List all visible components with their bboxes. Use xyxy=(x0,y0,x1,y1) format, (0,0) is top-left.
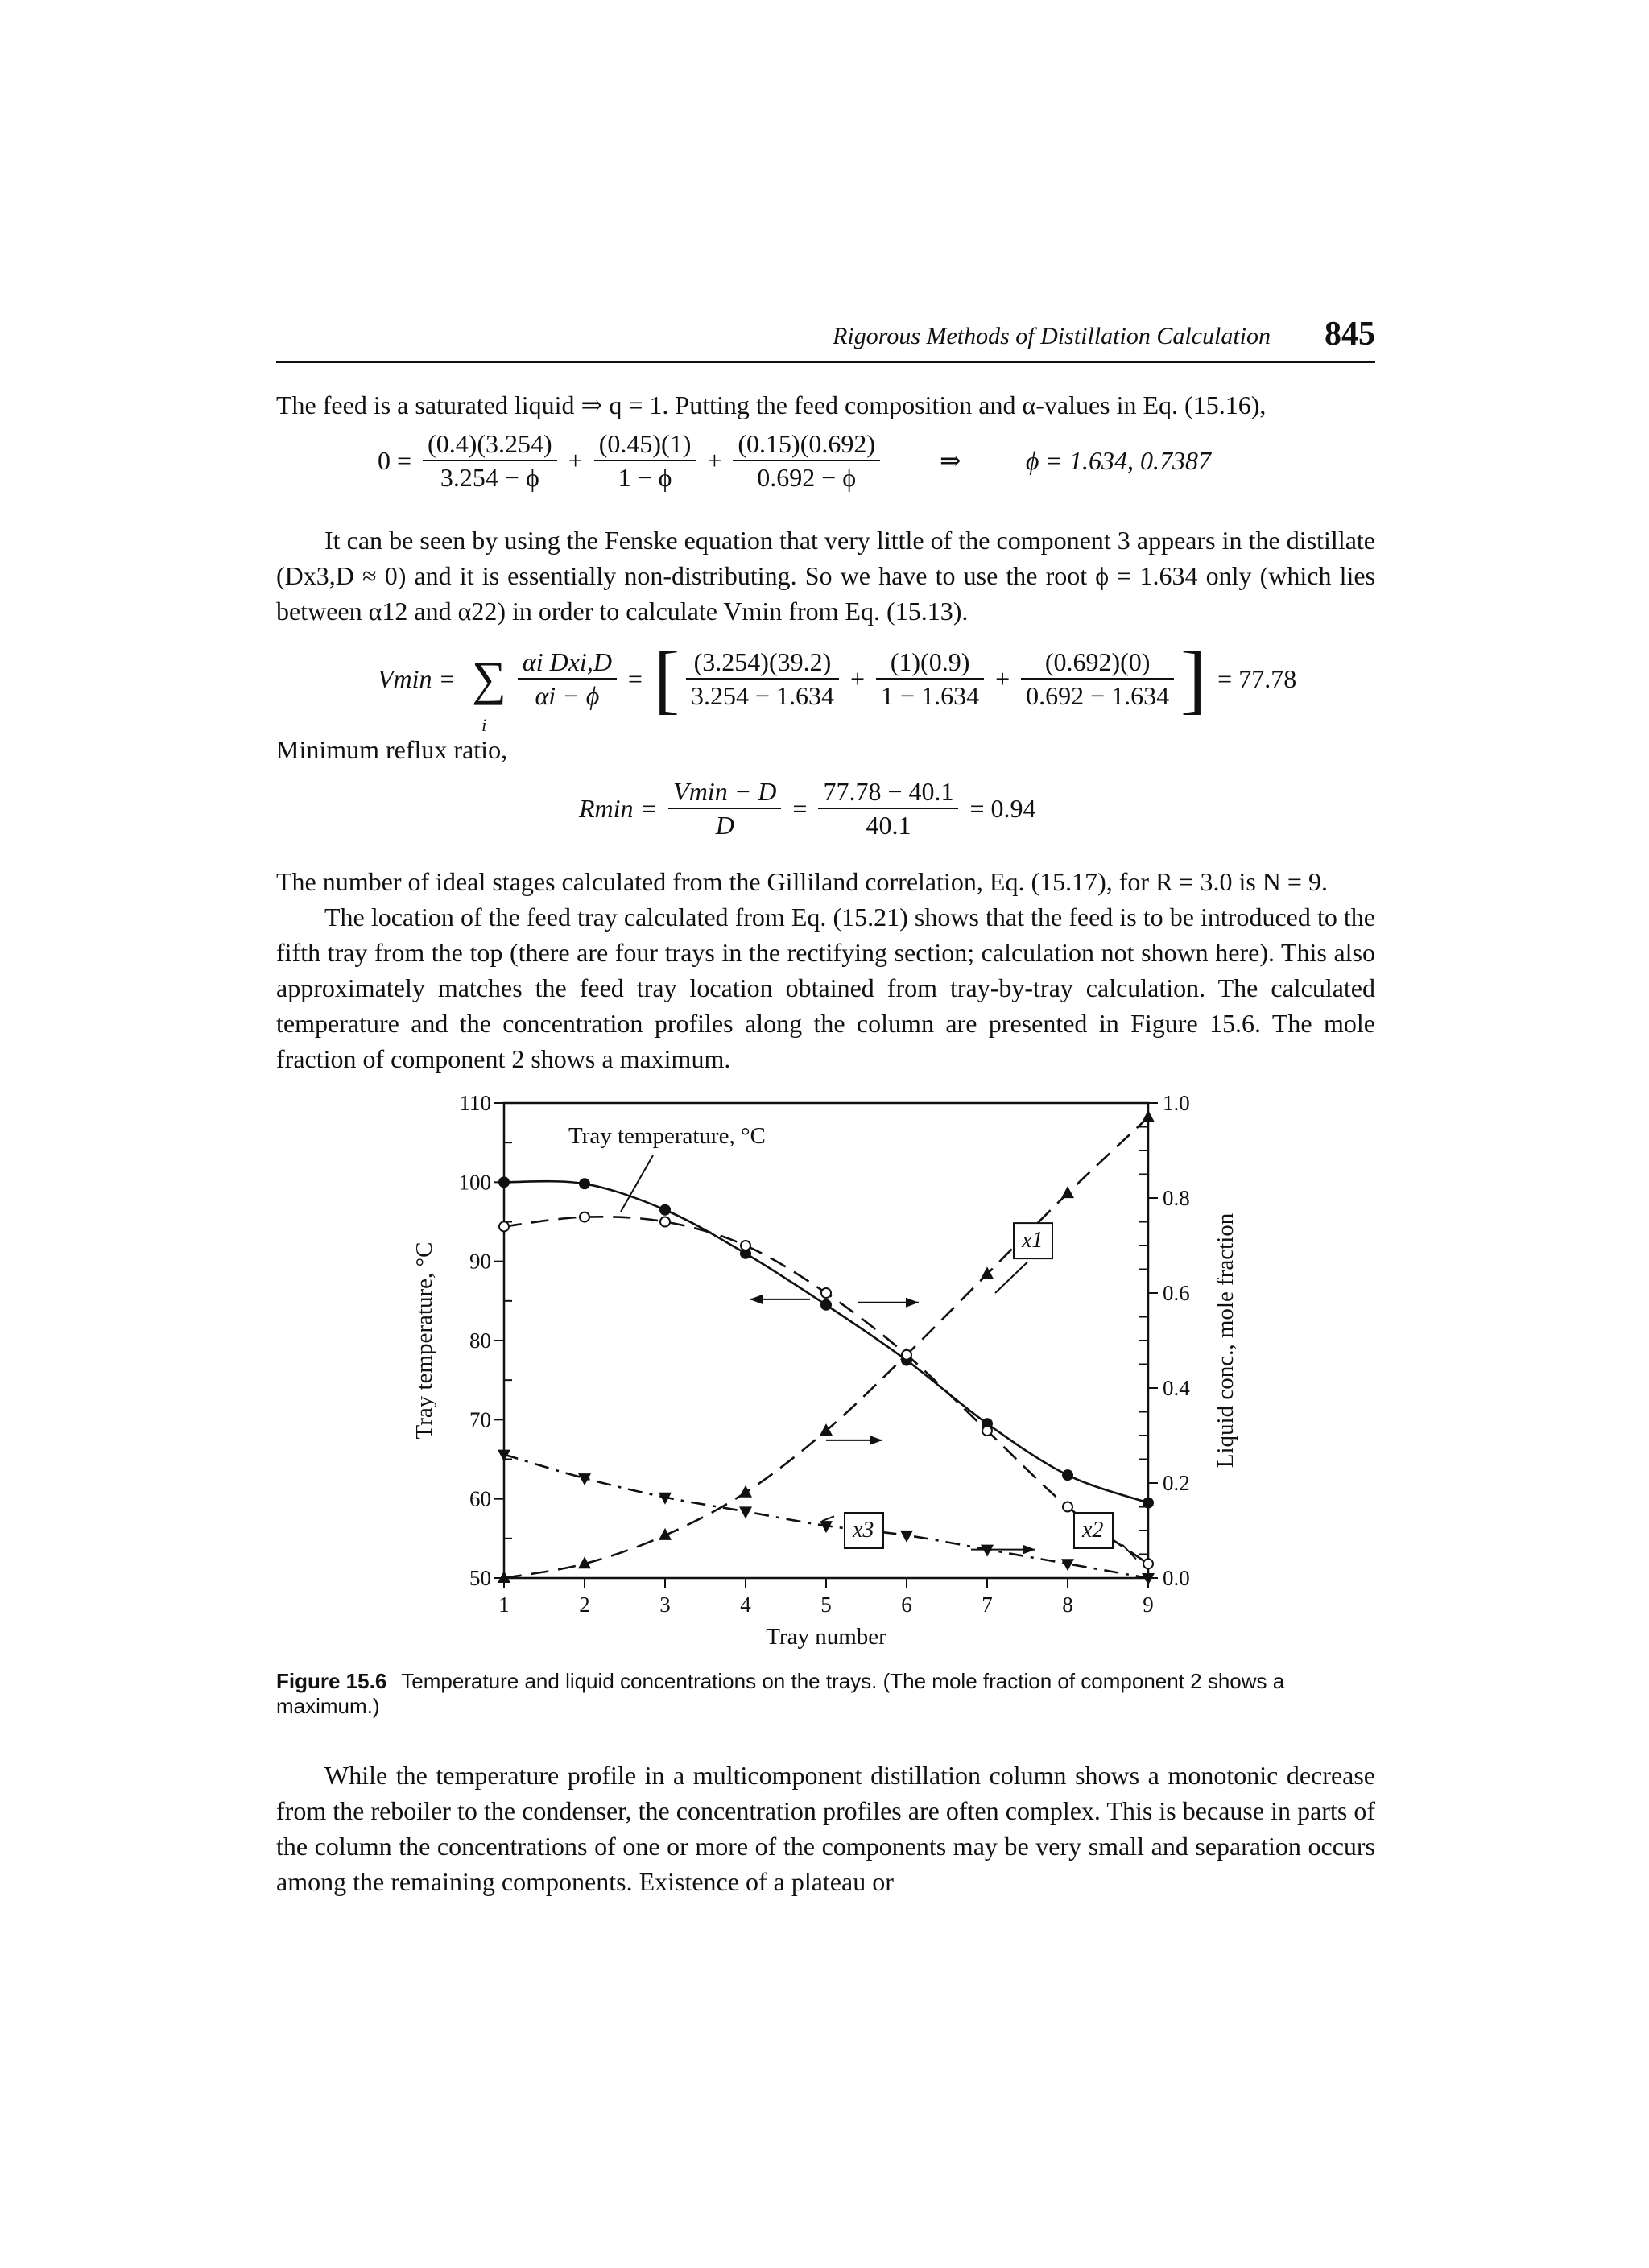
x-tick-label: 4 xyxy=(740,1593,751,1617)
point-marker xyxy=(1062,1469,1073,1481)
paragraph-feed: The feed is a saturated liquid ⇒ q = 1. Putting the feed composition and α-values in Eq. (15.16), xyxy=(276,390,1267,419)
point-marker xyxy=(660,1217,670,1227)
point-marker xyxy=(1061,1186,1074,1198)
eq2-term3: $\frac{(0.692)(0)}{0.692 - 1.634}$ xyxy=(1021,646,1174,712)
point-marker xyxy=(1142,1110,1155,1122)
series-line-x2 xyxy=(504,1217,1148,1564)
y-tick-label: 60 xyxy=(469,1486,491,1511)
point-marker xyxy=(820,1299,832,1311)
point-marker xyxy=(1142,1573,1155,1585)
point-marker xyxy=(498,1176,510,1188)
equation-rmin: Rmin = $\frac{Vmin - D}{D}$ = $\frac{77.78 - 40.1}{40.1}$ = 0.94 xyxy=(574,775,1375,856)
point-marker xyxy=(579,1178,590,1189)
point-marker xyxy=(981,1545,994,1557)
point-marker xyxy=(1143,1498,1154,1509)
y2-tick-label: 0.0 xyxy=(1163,1566,1190,1590)
point-marker xyxy=(820,1423,833,1436)
x3-leader xyxy=(822,1516,834,1521)
point-marker xyxy=(902,1350,911,1360)
eq2-term1: $\frac{(3.254)(39.2)}{3.254 - 1.634}$ xyxy=(686,646,839,712)
eq3-lhs: Rmin = xyxy=(579,794,658,823)
eq2-general-term: $\frac{\text{αi Dxi,D}}{\alpha i - \phi}$ xyxy=(518,646,617,712)
point-marker xyxy=(821,1288,831,1298)
y-tick-label: 100 xyxy=(458,1170,491,1195)
paragraph-min-reflux: Minimum reflux ratio, xyxy=(276,735,508,764)
plot-frame xyxy=(504,1103,1148,1578)
x1-label: x1 xyxy=(1022,1228,1044,1254)
eq1-result: ϕ = 1.634, 0.7387 xyxy=(1025,446,1211,475)
caption-text: Temperature and liquid concentrations on the trays. (The mole fraction of component 2 shows a maximum.) xyxy=(276,1669,1285,1718)
eq2-result: = 77.78 xyxy=(1217,664,1297,693)
x-tick-label: 9 xyxy=(1143,1593,1154,1617)
x1-arrow-head xyxy=(870,1436,882,1445)
point-marker xyxy=(499,1221,509,1231)
equation-underwood: 0 = $\frac{(0.4)(3.254)}{3.254 - \phi}$ + $\frac{(0.45)(1)}{1 - \phi}$ + $\frac{(0.15)(0.692)}{0.692 - \phi}$ ⇒ ϕ = 1.634, 0.7387 xyxy=(373,428,1375,508)
eq1-term1: $\frac{(0.4)(3.254)}{3.254 - \phi}$ xyxy=(423,428,557,494)
paragraph-feed-tray: The location of the feed tray calculated from Eq. (15.21) shows that the feed is to be introduced to the fifth tray from the top (there are four trays in the rectifying section; calculation not shown here). This also approximately matches the feed tray location obtained from tray-by-tray calculation. The calculated temperature and the concentration profiles along the column are presented in Figure 15.6. The mole fraction of component 2 shows a maximum. xyxy=(276,903,1375,1073)
eq3-frac2: $\frac{77.78 - 40.1}{40.1}$ xyxy=(818,775,958,841)
y-tick-label: 50 xyxy=(469,1566,491,1590)
y-tick-label: 80 xyxy=(469,1328,491,1353)
point-marker xyxy=(900,1531,913,1543)
x2-label: x2 xyxy=(1082,1518,1104,1543)
y-tick-label: 70 xyxy=(469,1407,491,1432)
x-tick-label: 6 xyxy=(901,1593,912,1617)
y2-axis-label: Liquid conc., mole fraction xyxy=(1213,1212,1238,1469)
x3-arrow-head xyxy=(1023,1545,1035,1555)
y2-tick-label: 0.8 xyxy=(1163,1186,1190,1210)
running-title: Rigorous Methods of Distillation Calculation xyxy=(833,323,1271,349)
x-tick-label: 3 xyxy=(659,1593,671,1617)
caption-label: Figure 15.6 xyxy=(276,1669,387,1693)
y-tick-label: 90 xyxy=(469,1249,491,1274)
tray-profile-chart xyxy=(276,1091,1375,1655)
figure-caption xyxy=(276,1669,1375,1719)
point-marker xyxy=(739,1506,752,1518)
eq1-lhs: 0 = xyxy=(378,446,412,475)
point-marker xyxy=(982,1426,992,1436)
x-tick-label: 8 xyxy=(1062,1593,1073,1617)
x2-arrow-head xyxy=(906,1298,919,1308)
x-tick-label: 5 xyxy=(820,1593,832,1617)
y-axis-label: Tray temperature, °C xyxy=(411,1241,437,1440)
page xyxy=(276,318,1375,1899)
eq2-lhs: Vmin = xyxy=(378,664,457,693)
point-marker xyxy=(659,1204,671,1216)
eq2-term2: $\frac{(1)(0.9)}{1 - 1.634}$ xyxy=(876,646,984,712)
eq3-frac1: $\frac{Vmin - D}{D}$ xyxy=(668,775,781,841)
x-tick-label: 2 xyxy=(579,1593,590,1617)
x2-leader xyxy=(1122,1545,1136,1560)
eq1-implies: ⇒ xyxy=(940,446,961,475)
x-tick-label: 1 xyxy=(498,1593,510,1617)
x-axis-label: Tray number xyxy=(766,1624,886,1650)
point-marker xyxy=(1061,1559,1074,1571)
point-marker xyxy=(1143,1559,1153,1568)
figure-15-6 xyxy=(276,1091,1375,1655)
eq1-term2: $\frac{(0.45)(1)}{1 - \phi}$ xyxy=(594,428,696,494)
point-marker xyxy=(741,1241,750,1250)
x-tick-label: 7 xyxy=(982,1593,993,1617)
temperature-arrow-head xyxy=(750,1295,763,1304)
running-header xyxy=(276,318,1375,363)
eq1-term3: $\frac{(0.15)(0.692)}{0.692 - \phi}$ xyxy=(733,428,880,494)
point-marker xyxy=(1063,1502,1072,1512)
temperature-annotation: Tray temperature, °C xyxy=(568,1123,766,1149)
page-number: 845 xyxy=(1325,316,1375,353)
y-tick-label: 110 xyxy=(459,1091,491,1115)
y2-tick-label: 0.2 xyxy=(1163,1471,1190,1495)
paragraph-fenske: It can be seen by using the Fenske equation that very little of the component 3 appears in the distillate (Dx3,D ≈ 0) and it is essentially non-distributing. So we have to use the root ϕ = 1.634 only (which lies between α12 and α22) in order to calculate Vmin from Eq. (15.13). xyxy=(276,526,1375,626)
x3-label: x3 xyxy=(853,1518,874,1543)
paragraph-gilliland: The number of ideal stages calculated from the Gilliland correlation, Eq. (15.17), for R = 3.0 is N = 9. xyxy=(276,867,1328,896)
y2-tick-label: 0.6 xyxy=(1163,1281,1190,1305)
paragraph-profiles: While the temperature profile in a multicomponent distillation column shows a monotonic decrease from the reboiler to the condenser, the concentration profiles are often complex. This is because in parts of the column the concentrations of one or more of the components may be very small and separation occurs among the remaining components. Existence of a plateau or xyxy=(276,1761,1375,1896)
point-marker xyxy=(739,1485,752,1498)
y2-tick-label: 0.4 xyxy=(1163,1376,1190,1400)
point-marker xyxy=(580,1212,589,1222)
sum-symbol: ∑ i xyxy=(472,652,506,735)
x1-leader xyxy=(995,1262,1027,1293)
y2-tick-label: 1.0 xyxy=(1163,1091,1190,1115)
eq3-result: = 0.94 xyxy=(969,794,1036,823)
equation-vmin: Vmin = ∑ i $\frac{\text{αi Dxi,D}}{\alpha i - \phi}$ = [ $\frac{(3.254)(39.2)}{3.254 - 1.634}$ + $\frac{(1)(0.9)}{1 - 1.634}$ + $\frac{(0.692)(0)}{0.692 - 1.634}$ ] = 77.78 xyxy=(373,640,1375,729)
